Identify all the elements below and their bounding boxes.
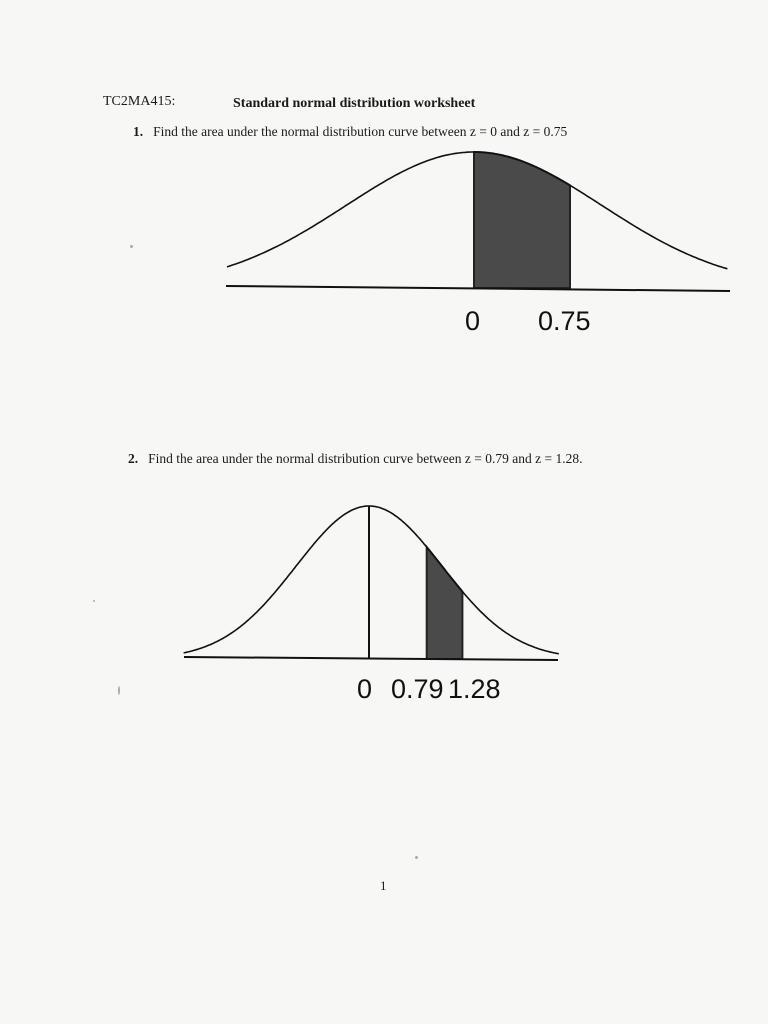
- page-number: 1: [380, 878, 387, 893]
- normal-curve-figure-2: [184, 506, 559, 704]
- question-2-text: Find the area under the normal distribution curve between z = 0.79 and z = 1.28.: [148, 451, 583, 466]
- z-label-2-b: 0.79: [391, 674, 444, 704]
- course-code: TC2MA415:: [103, 94, 176, 109]
- normal-curve-2: [184, 506, 559, 654]
- scan-speck: [93, 600, 95, 602]
- normal-curve-figure-1: [226, 152, 730, 336]
- worksheet-title: Standard normal distribution worksheet: [233, 96, 476, 111]
- z-label-2-a: 0: [357, 674, 373, 704]
- z-label-2-c: 1.28: [448, 674, 501, 704]
- question-1-number: 1.: [133, 124, 144, 139]
- scan-speck: [118, 686, 120, 695]
- question-2-number: 2.: [128, 451, 139, 466]
- question-1-text: Find the area under the normal distribution curve between z = 0 and z = 0.75: [153, 124, 568, 139]
- shaded-area-2: [427, 547, 463, 659]
- baseline-axis-2: [184, 657, 558, 660]
- shaded-area-1: [474, 152, 570, 288]
- scan-speck: [415, 856, 418, 859]
- z-label-1-b: 0.75: [538, 306, 591, 336]
- question-2: [128, 451, 582, 467]
- scan-speck: [130, 245, 133, 248]
- z-label-1-a: 0: [465, 306, 481, 336]
